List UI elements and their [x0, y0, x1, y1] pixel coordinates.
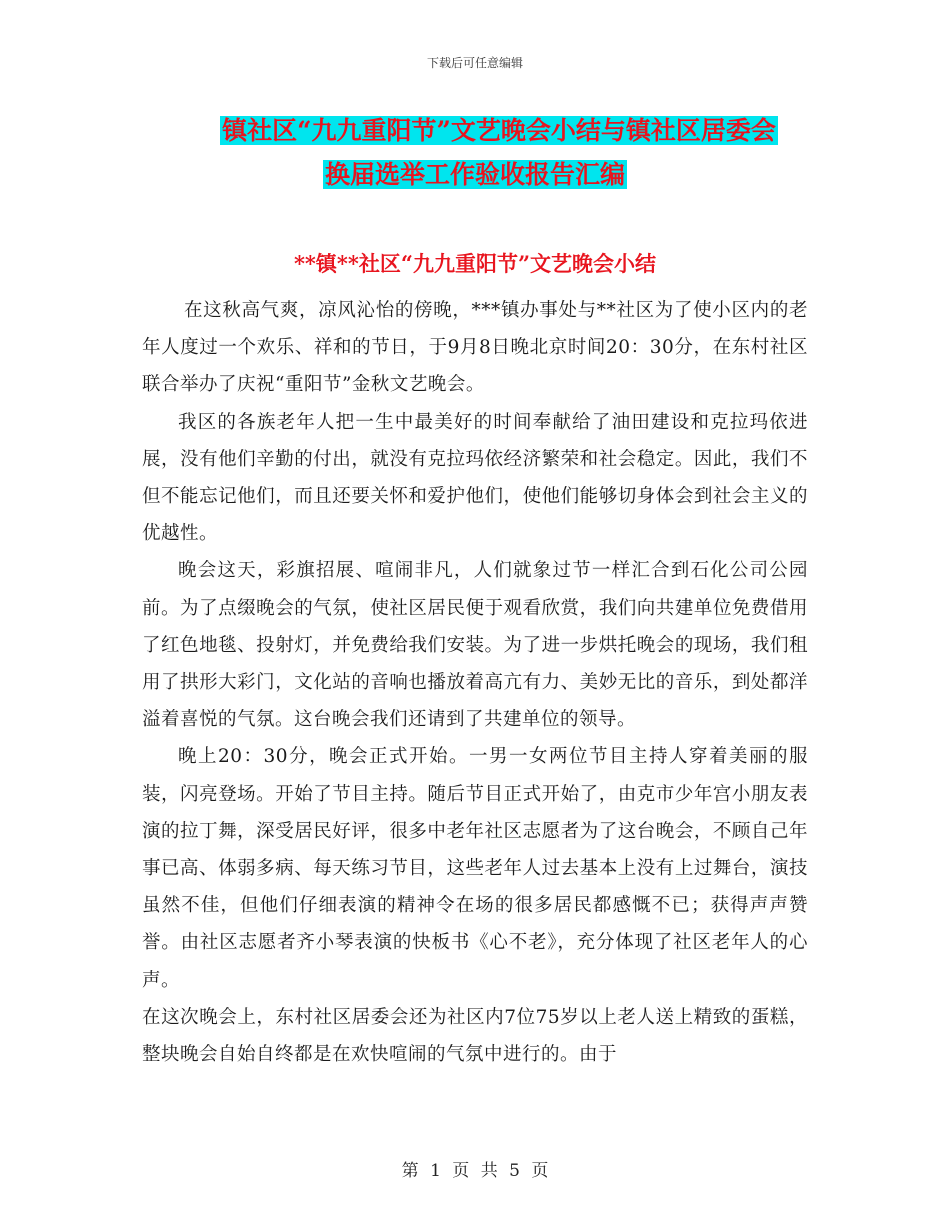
paragraph-5: 在这次晚会上，东村社区居委会还为社区内7位75岁以上老人送上精致的蛋糕，整块晚会自始自终都是在欢快喧闹的气氛中进行的。由于 [142, 1006, 808, 1066]
paragraph-2: 我区的各族老年人把一生中最美好的时间奉献给了油田建设和克拉玛依进展，没有他们辛勤的付出，就没有克拉玛依经济繁荣和社会稳定。因此，我们不但不能忘记他们，而且还要关怀和爱护他们，使他们能够切身体会到社会主义的优越性。 [142, 411, 808, 545]
paragraph-4: 晚上20：30分，晚会正式开始。一男一女两位节目主持人穿着美丽的服装，闪亮登场。开始了节目主持。随后节目正式开始了，由克市少年宫小朋友表演的拉丁舞，深受居民好评，很多中老年社区志愿者为了这台晚会，不顾自己年事已高、体弱多病、每天练习节目，这些老年人过去基本上没有上过舞台，演技虽然不佳，但他们仔细表演的精神令在场的很多居民都感慨不已；获得声声赞誉。由社区志愿者齐小琴表演的快板书《心不老》，充分体现了社区老年人的心声。 [142, 746, 808, 991]
document-body [142, 292, 808, 1073]
title-line2-text: 换届选举工作验收报告汇编 [324, 160, 625, 189]
paragraph-3: 晚会这天，彩旗招展、喧闹非凡，人们就象过节一样汇合到石化公司公园前。为了点缀晚会的气氛，使社区居民便于观看欣赏，我们向共建单位免费借用了红色地毯、投射灯，并免费给我们安装。为了进一步烘托晚会的现场，我们租用了拱形大彩门，文化站的音响也播放着高亢有力、美妙无比的音乐，到处都洋溢着喜悦的气氛。这台晚会我们还请到了共建单位的领导。 [142, 560, 808, 731]
title-line1-text: 镇社区“九九重阳节”文艺晚会小结与镇社区居委会 [222, 116, 776, 145]
document-title-line2 [0, 156, 950, 194]
page-footer: 第 1 页 共 5 页 [401, 1161, 549, 1181]
document-title-line1 [0, 112, 950, 150]
paragraph-1: 在这秋高气爽，凉风沁怡的傍晚，***镇办事处与**社区为了使小区内的老年人度过一个欢乐、祥和的节日，于9月8日晚北京时间20：30分，在东村社区联合举办了庆祝“重阳节”金秋文艺晚会。 [142, 300, 808, 396]
section-title: **镇**社区“九九重阳节”文艺晚会小结 [293, 251, 657, 276]
header-note: 下载后可任意编辑 [426, 56, 523, 70]
